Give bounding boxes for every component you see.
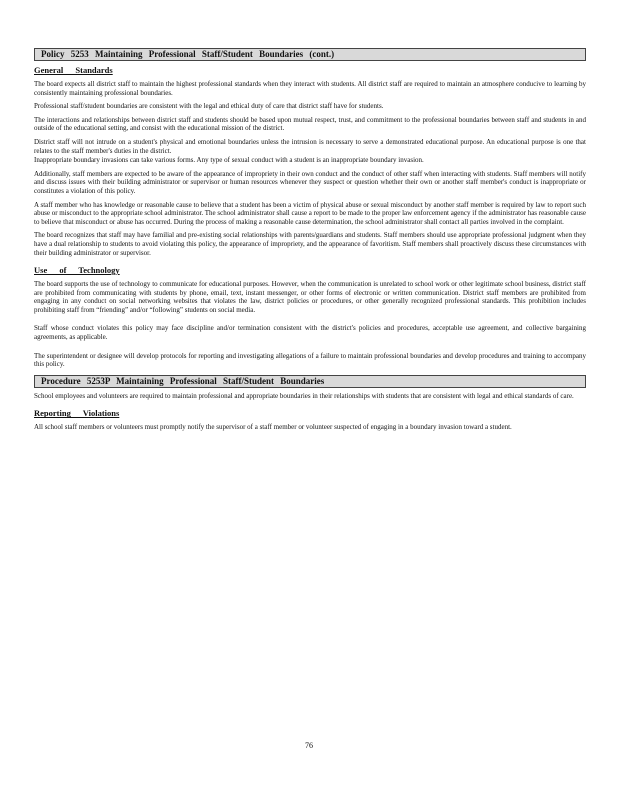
heading-use-of-technology: Use of Technology: [34, 265, 120, 276]
heading-reporting-violations: Reporting Violations: [34, 408, 120, 419]
paragraph-general-2: Professional staff/student boundaries are consistent with the legal and ethical duty of care that district staff have for students.: [34, 102, 384, 111]
paragraph-technology-3: The superintendent or designee will develop protocols for reporting and investigating allegations of a failure to maintain professional boundaries and develop procedures and training to accompany this policy.: [34, 351, 586, 369]
paragraph-general-8: The board recognizes that staff may have familial and pre-existing social relationships with parents/guardians and students. Staff members should use appropriate professional judgment when they have a dual relationship to students to avoid violating this policy, the appearance of impropriety, and the appearance of favoritism. Staff members shall proactively discuss these circumstances with their building administrator or supervisor.: [34, 231, 586, 257]
paragraph-reporting-1: All school staff members or volunteers must promptly notify the supervisor of a staff member or volunteer suspected of engaging in a boundary invasion toward a student.: [34, 423, 512, 432]
paragraph-general-1: The board expects all district staff to maintain the highest professional standards when they interact with students. All district staff are required to maintain an atmosphere conducive to learning by consistently maintaining professional boundaries.: [34, 80, 586, 97]
policy-title-bar: Policy 5253 Maintaining Professional Staff/Student Boundaries (cont.): [34, 48, 586, 61]
paragraph-general-3: The interactions and relationships between district staff and students should be based upon mutual respect, trust, and commitment to the professional boundaries between staff and students in and outside of the educational setting, and consist with the educational mission of the district.: [34, 115, 586, 133]
document-page: [34, 48, 586, 437]
paragraph-technology-1: The board supports the use of technology to communicate for educational purposes. However, when the communication is unrelated to school work or other legitimate school business, district staff are prohibited from communicating with students by phone, email, text, instant messenger, or other forms of electronic or written communication. District staff members are prohibited from engaging in any conduct on social networking websites that violates the law, district policies or procedures, or other generally recognized professional standards. This prohibition includes prohibiting staff from “friending” and/or “following” students on social media.: [34, 280, 586, 314]
paragraph-technology-2: Staff whose conduct violates this policy may face discipline and/or termination consistent with the district's policies and procedures, acceptable use agreement, and collective bargaining agreements, as applicable.: [34, 324, 586, 342]
heading-general-standards: General Standards: [34, 65, 113, 75]
procedure-title-bar: Procedure 5253P Maintaining Professional Staff/Student Boundaries: [34, 375, 586, 388]
page-number: 76: [305, 741, 313, 750]
paragraph-general-6: Additionally, staff members are expected to be aware of the appearance of impropriety in their own conduct and the conduct of other staff when interacting with students. Staff members will notify and discuss issues with their building administrator or supervisor or human resources whenever they suspect or question whether their own or another staff member's conduct is inappropriate or constitutes a violation of this policy.: [34, 169, 586, 195]
paragraph-general-4: District staff will not intrude on a student's physical and emotional boundaries unless the intrusion is necessary to serve a demonstrated educational purpose. An educational purpose is one that relates to the staff member's duties in the district.: [34, 137, 586, 155]
paragraph-general-5: Inappropriate boundary invasions can take various forms. Any type of sexual conduct with a student is an inappropriate boundary invasion.: [34, 156, 424, 165]
paragraph-general-7: A staff member who has knowledge or reasonable cause to believe that a student has been a victim of physical abuse or sexual misconduct by another staff member is required by law to report such abuse or misconduct to the appropriate school administrator. The school administrator shall cause a report to be made to the proper law enforcement agency if the administrator has reasonable cause to believe that misconduct or abuse has occurred. During the process of making a reasonable cause determination, the school administrator shall contact all parties involved in the complaint.: [34, 200, 586, 226]
paragraph-procedure-intro: School employees and volunteers are required to maintain professional and appropriate boundaries in their relationships with students that are consistent with legal and ethical standards of care.: [34, 391, 574, 400]
